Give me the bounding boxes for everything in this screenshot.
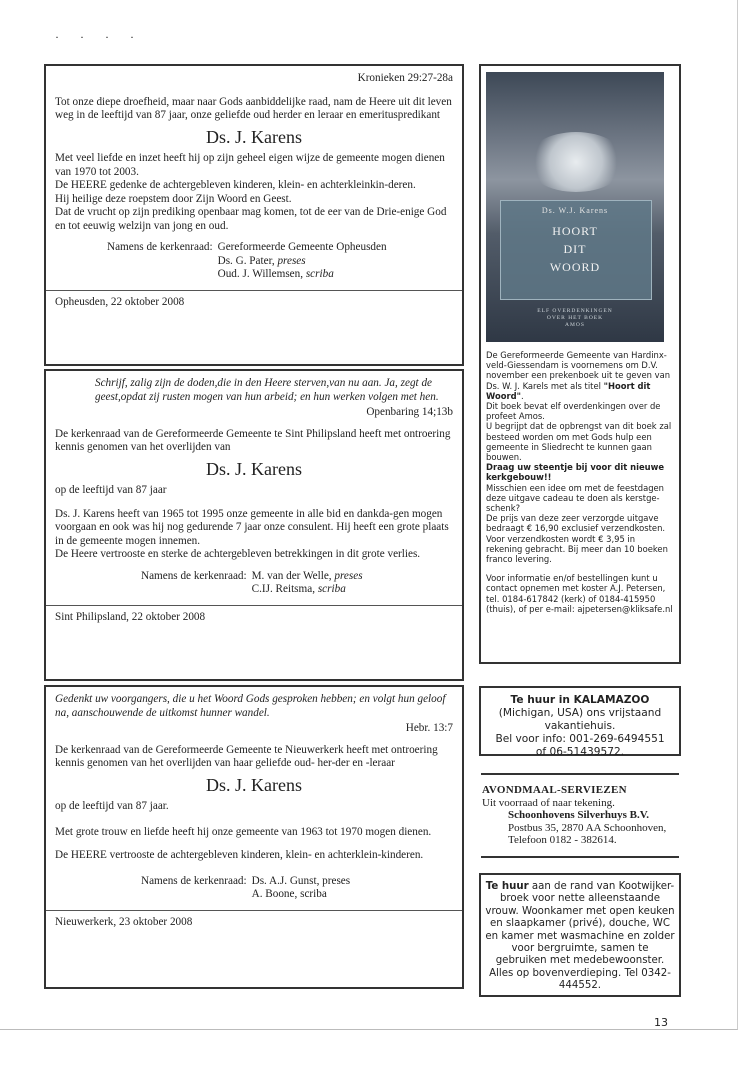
promo-paragraph: U begrijpt dat de opbrengst van dit boek zal besteed worden om met Gods hulp een gemeente in Sliedrecht te kunnen gaan bouwen. xyxy=(486,421,672,463)
ad-company: Schoonhovens Silverhuys B.V. xyxy=(508,809,650,821)
storm-cloud xyxy=(526,132,626,192)
signers-names xyxy=(252,875,351,902)
book-subtitle-line: OVER HET BOEK xyxy=(546,315,604,321)
promo-paragraph: Misschien een idee om met de feestdagen deze uitgave cadeau te doen als kerstge-schenk? xyxy=(486,482,664,514)
scripture-reference: Kronieken 29:27-28a xyxy=(357,72,453,84)
divider xyxy=(46,910,462,911)
signer-role: scriba xyxy=(305,268,334,280)
deceased-name: Ds. J. Karens xyxy=(206,126,302,147)
ad-heading: Te huur xyxy=(485,881,529,892)
book-title-line: HOORT xyxy=(552,224,598,238)
signer-role: scriba xyxy=(317,583,346,595)
notice-intro: Tot onze diepe droefheid, maar naar Gods aanbiddelijke raad, nam de Heere uit dit leven weg in de leeftijd van 87 jaar, onze geliefde oud herder en leraar en emerituspredikant xyxy=(55,95,452,121)
signer-line: Ds. A.J. Gunst, preses xyxy=(251,874,351,887)
signer-line xyxy=(218,255,387,269)
promo-contact: Voor informatie en/of bestellingen kunt u contact opnemen met koster A.J. Petersen, tel. 0184-617842 (kerk) of 0184-415950 (thuis), of per e-mail: ajpetersen@kliksafe.nl xyxy=(486,573,673,614)
book-author: Ds. W.J. Karens xyxy=(541,206,609,215)
signer-name: C.IJ. Reitsma, xyxy=(251,583,316,595)
promo-callout: Draag uw steentje bij voor dit nieuwe kerkgebouw!! xyxy=(486,462,665,483)
scripture-verse: Schrijf, zalig zijn de doden,die in den Heere sterven,van nu aan. Ja, zegt de geest,opdat zij rusten mogen van hun arbeid; en hun werken volgen met hen. xyxy=(95,377,439,403)
signers-label: Namens de kerkenraad: xyxy=(141,874,247,887)
signers-label: Namens de kerkenraad: xyxy=(141,569,247,582)
ad-phone: Telefoon 0182 - 382614. xyxy=(508,834,617,846)
ad-address: Postbus 35, 2870 AA Schoonhoven, xyxy=(508,821,667,834)
ad-text xyxy=(485,694,675,733)
notice-opheusden xyxy=(44,64,464,366)
notice-body: Dat de vrucht op zijn prediking openbaar mag komen, tot de eer van de Drie-enige God en tot eeuwig welzijn van jong en oud. xyxy=(55,206,447,232)
ad-line: Uit voorraad of naar tekening. xyxy=(482,796,615,809)
place-date: Opheusden, 22 oktober 2008 xyxy=(55,295,185,308)
ad-kalamazoo xyxy=(479,686,681,756)
signers-label: Namens de kerkenraad: xyxy=(107,241,213,253)
scripture-verse: Gedenkt uw voorgangers, die u het Woord Gods gesproken hebben; en volgt hun geloof na, aanschouwende de uitkomst hunner wandel. xyxy=(55,693,446,719)
signer-line: A. Boone, scriba xyxy=(251,888,327,900)
book-cover-image xyxy=(486,72,664,342)
top-marks: · · · · xyxy=(55,30,143,44)
signers xyxy=(55,875,453,902)
notice-intro: De kerkenraad van de Gereformeerde Gemeente te Sint Philipsland heeft met ontroering kennis genomen van het overlijden van xyxy=(55,427,451,453)
notice-body: De HEERE vertrooste de achtergebleven kinderen, klein- en achterklein-kinderen. xyxy=(55,849,424,861)
signers xyxy=(55,241,453,282)
promo-title: "Hoort dit Woord" xyxy=(486,380,651,401)
notice-body: Met veel liefde en inzet heeft hij op zijn geheel eigen wijze de gemeente mogen dienen van 1970 tot 2003. xyxy=(55,152,445,178)
signer-name: Oud. J. Willemsen, xyxy=(217,268,304,280)
notice-body: Hij heilige deze roepstem door Zijn Woord en Geest. xyxy=(55,192,292,205)
signer-role: preses xyxy=(334,569,363,582)
ad-avondmaal xyxy=(482,784,682,847)
notice-sint-philipsland xyxy=(44,369,464,681)
notice-body: De Heere vertrooste en sterke de achtergebleven betrekkingen in dit grote verlies. xyxy=(55,548,421,560)
notice-intro: De kerkenraad van de Gereformeerde Gemeente te Nieuwerkerk heeft met ontroering kennis genomen van het overlijden van haar geliefde oud- her-der en -leraar xyxy=(55,743,438,769)
signer-line: Gereformeerde Gemeente Opheusden xyxy=(217,241,387,253)
ad-body: (Michigan, USA) ons vrijstaand vakantiehuis. xyxy=(498,707,662,732)
signer-name: M. van der Welle, xyxy=(251,569,332,582)
book-title-line: WOORD xyxy=(549,260,601,274)
book-title-line: DIT xyxy=(563,242,587,256)
ad-phone: Bel voor info: 001-269-6494551 xyxy=(495,733,665,745)
promo-text: . xyxy=(520,390,524,401)
promo-paragraph: Dit boek bevat elf overdenkingen over de profeet Amos. xyxy=(486,401,661,422)
page-number: 13 xyxy=(654,1016,668,1029)
signer-line xyxy=(252,583,363,597)
signers xyxy=(55,570,453,597)
signer-line xyxy=(218,268,387,282)
signers-names xyxy=(218,241,387,282)
promo-paragraph xyxy=(486,350,674,401)
ad-phone: of 06-51439572. xyxy=(535,746,625,758)
signers-names xyxy=(252,570,363,597)
divider xyxy=(46,605,462,606)
promo-text: De Gereformeerde Gemeente van Hardinx-veld-Giessendam is voornemens om D.V. november een prekenboek uit te geven van Ds. W. J. Karels met als titel xyxy=(486,350,671,391)
scripture-reference: Openbaring 14;13b xyxy=(366,406,453,418)
ad-kootwijkerbroek xyxy=(479,873,681,997)
deceased-name: Ds. J. Karens xyxy=(206,774,302,795)
notice-body: Ds. J. Karens heeft van 1965 tot 1995 onze gemeente in alle bid en dankda-gen mogen voorgaan en ook was hij nog gedurende 7 jaar onze consulent. Hij heeft een grote plaats in de gemeente mogen innemen. xyxy=(55,507,449,547)
book-promo-text xyxy=(486,350,674,614)
deceased-name: Ds. J. Karens xyxy=(206,458,302,479)
divider xyxy=(46,290,462,291)
notice-age: op de leeftijd van 87 jaar. xyxy=(55,800,169,812)
ad-heading: Te huur in KALAMAZOO xyxy=(510,694,650,706)
scripture-reference: Hebr. 13:7 xyxy=(405,722,453,734)
notice-nieuwerkerk xyxy=(44,685,464,989)
ad-body: aan de rand van Kootwijker-broek voor nette alleenstaande vrouw. Woonkamer met open keuken en slaapkamer (privé), douche, WC en kamer met wasmachine en zolder voor bergruimte, samen te gebruiken met medebewoonster. Alles op bovenverdieping. Tel 0342-444552. xyxy=(485,881,675,992)
notice-body: Met grote trouw en liefde heeft hij onze gemeente van 1963 tot 1970 mogen dienen. xyxy=(55,825,432,838)
ad-rule xyxy=(481,856,679,858)
book-subtitle xyxy=(486,308,664,329)
ad-heading: AVONDMAAL-SERVIEZEN xyxy=(482,784,627,796)
place-date: Nieuwerkerk, 23 oktober 2008 xyxy=(55,915,193,928)
signer-line xyxy=(252,570,363,584)
book-subtitle-line: ELF OVERDENKINGEN xyxy=(537,308,613,314)
ad-rule xyxy=(481,773,679,775)
promo-paragraph: De prijs van deze zeer verzorgde uitgave bedraagt € 16,90 exclusief verzendkosten. Voor verzendkosten wordt € 3,95 in rekening gebracht. Bij meer dan 10 boeken franco levering. xyxy=(486,513,668,565)
notice-body: De HEERE gedenke de achtergebleven kinderen, klein- en achterkleinkin-deren. xyxy=(55,179,416,191)
signer-role: preses xyxy=(277,254,306,267)
book-subtitle-line: AMOS xyxy=(565,322,585,328)
place-date: Sint Philipsland, 22 oktober 2008 xyxy=(55,610,206,623)
signer-name: Ds. G. Pater, xyxy=(217,254,275,267)
notice-age: op de leeftijd van 87 jaar xyxy=(55,484,167,496)
